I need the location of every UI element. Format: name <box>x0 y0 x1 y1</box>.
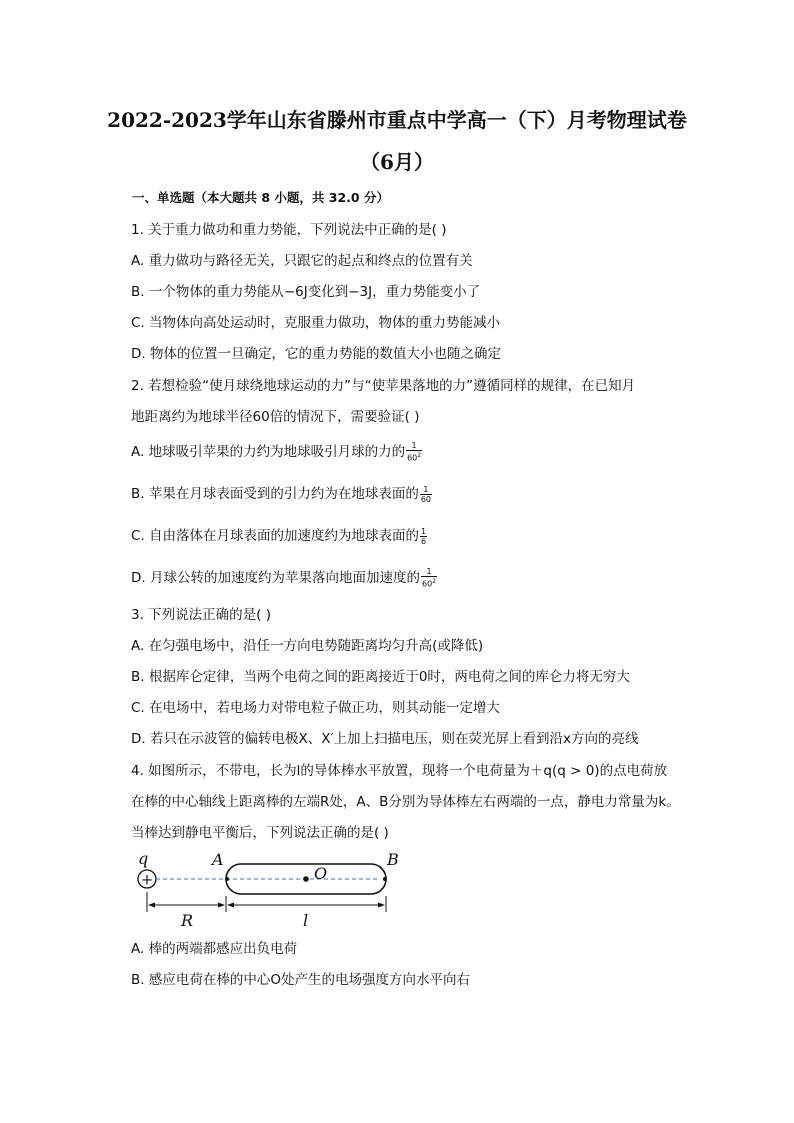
q4-stem-line3: 当棒达到静电平衡后，下列说法正确的是( ) <box>131 825 389 841</box>
page-title-line1: 2022-2023学年山东省滕州市重点中学高一（下）月考物理试卷 <box>107 108 687 132</box>
label-r: R <box>181 911 194 930</box>
q2-option-b-fraction: $\frac{1}{60}$ <box>420 484 432 504</box>
q2-option-b-text: B. 苹果在月球表面受到的引力约为在地球表面的 <box>131 486 419 502</box>
q1-option-c: C. 当物体向高处运动时，克服重力做功，物体的重力势能减小 <box>131 315 501 331</box>
q3-option-d: D. 若只在示波管的偏转电极X、X′上加上扫描电压，则在荧光屏上看到沿x方向的亮线 <box>131 731 639 747</box>
dim-arrow-r-right <box>218 903 225 908</box>
dim-arrow-r-left <box>148 903 155 908</box>
q3-stem: 3. 下列说法正确的是( ) <box>131 607 271 623</box>
q2-option-a <box>131 440 422 463</box>
dim-arrow-l-left <box>227 903 234 908</box>
label-o: O <box>314 864 328 883</box>
q4-option-b: B. 感应电荷在棒的中心O处产生的电场强度方向水平向右 <box>131 972 470 988</box>
q4-stem-line1: 4. 如图所示，不带电，长为l的导体棒水平放置，现将一个电荷量为＋q(q > 0)的点电荷放 <box>131 763 668 779</box>
q2-option-c-fraction: $\frac{1}{6}$ <box>421 526 427 546</box>
point-a-dot <box>225 877 229 881</box>
charge-label-q: q <box>138 849 149 868</box>
label-l: l <box>303 911 309 930</box>
q2-option-a-text: A. 地球吸引苹果的力约为地球吸引月球的力的 <box>131 444 406 460</box>
point-b-dot <box>383 877 387 881</box>
page-title-line2: （6月） <box>360 150 434 174</box>
q2-stem-line2: 地距离约为地球半径60倍的情况下，需要验证( ) <box>131 409 420 425</box>
q2-option-a-fraction: $\frac{1}{60^2}$ <box>407 441 422 463</box>
q2-option-d-fraction: $\frac{1}{60^2}$ <box>421 567 436 589</box>
q2-option-d <box>131 566 437 589</box>
conductor-rod-figure <box>130 848 400 930</box>
q4-stem-line2: 在棒的中心轴线上距离棒的左端R处，A、B分别为导体棒左右两端的一点，静电力常量为k。 <box>131 794 680 810</box>
q1-option-d: D. 物体的位置一旦确定，它的重力势能的数值大小也随之确定 <box>131 346 501 362</box>
q3-option-a: A. 在匀强电场中，沿任一方向电势随距离均匀升高(或降低) <box>131 638 484 654</box>
q4-option-a: A. 棒的两端都感应出负电荷 <box>131 941 298 957</box>
point-charge-plus: + <box>140 870 154 889</box>
q1-option-b: B. 一个物体的重力势能从−6J变化到−3J，重力势能变小了 <box>131 284 481 300</box>
q3-option-b: B. 根据库仑定律，当两个电荷之间的距离接近于0时，两电荷之间的库仑力将无穷大 <box>131 669 630 685</box>
q1-option-a: A. 重力做功与路径无关，只跟它的起点和终点的位置有关 <box>131 253 473 269</box>
q2-option-c <box>131 524 427 546</box>
section-heading: 一、单选题（本大题共 8 小题，共 32.0 分） <box>132 190 389 205</box>
q2-option-d-text: D. 月球公转的加速度约为苹果落向地面加速度的 <box>131 570 420 586</box>
q1-stem: 1. 关于重力做功和重力势能，下列说法中正确的是( ) <box>131 222 447 238</box>
q2-stem-line1: 2. 若想检验“使月球绕地球运动的力”与“使苹果落地的力”遵循同样的规律，在已知月 <box>131 378 636 394</box>
label-a: A <box>212 850 224 869</box>
q2-option-b <box>131 482 432 504</box>
center-o-dot <box>303 876 309 882</box>
q3-option-c: C. 在电场中，若电场力对带电粒子做正功，则其动能一定增大 <box>131 700 501 716</box>
q2-option-c-text: C. 自由落体在月球表面的加速度约为地球表面的 <box>131 528 420 544</box>
label-b: B <box>387 850 399 869</box>
dim-arrow-l-right <box>378 903 385 908</box>
